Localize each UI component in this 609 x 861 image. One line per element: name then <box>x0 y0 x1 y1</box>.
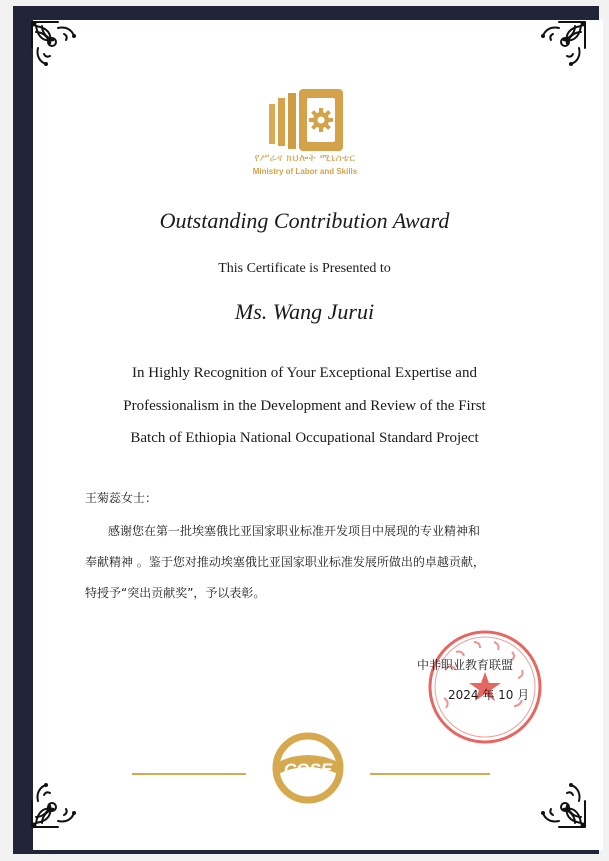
ministry-gear-book-icon <box>265 86 351 156</box>
gold-divider-right <box>370 773 490 775</box>
issuing-organization: 中非职业教育联盟 <box>417 658 514 672</box>
award-title: Outstanding Contribution Award <box>159 208 450 233</box>
cose-emblem-icon <box>272 732 344 804</box>
recognition-line: In Highly Recognition of Your Exceptional Expertise and <box>132 365 477 381</box>
issue-date: 2024 年 10 月 <box>448 688 530 702</box>
floral-corner-ornament-icon <box>28 767 92 831</box>
recognition-line: Professionalism in the Development and Review of the First <box>123 398 486 414</box>
floral-corner-ornament-icon <box>28 18 92 82</box>
ministry-name-english: Ministry of Labor and Skills <box>252 167 358 176</box>
chinese-paragraph-line: 奉献精神 。鉴于您对推动埃塞俄比亚国家职业标准发展所做出的卓越贡献， <box>85 555 485 569</box>
chinese-paragraph-line: 感谢您在第一批埃塞俄比亚国家职业标准开发项目中展现的专业精神和 <box>108 524 481 538</box>
chinese-paragraph-line: 特授予“突出贡献奖”，予以表彰。 <box>85 586 266 600</box>
floral-corner-ornament-icon <box>525 767 589 831</box>
chinese-salutation: 王菊蕊女士： <box>85 491 158 505</box>
gold-divider-left <box>132 773 246 775</box>
ministry-name-amharic: የሥራና ክህሎት ሚኒስቴር <box>254 153 356 164</box>
floral-corner-ornament-icon <box>525 18 589 82</box>
recipient-name: Ms. Wang Jurui <box>234 299 375 324</box>
recognition-line: Batch of Ethiopia National Occupational Standard Project <box>130 430 479 446</box>
presented-to-line: This Certificate is Presented to <box>218 261 391 276</box>
cose-emblem-text: COSE <box>283 760 333 779</box>
